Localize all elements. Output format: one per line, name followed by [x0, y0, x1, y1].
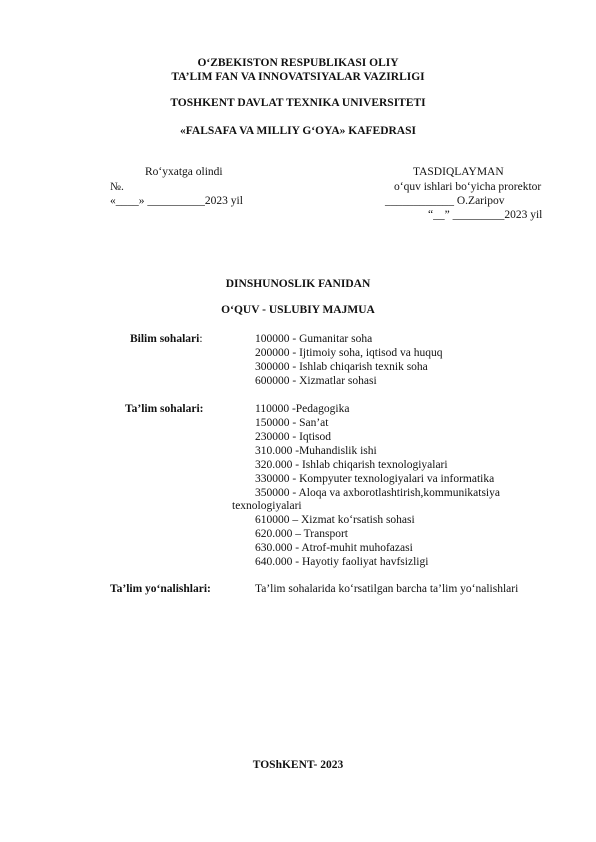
list-item: 100000 - Gumanitar soha: [255, 333, 373, 345]
approval-position: o‘quv ishlari bo‘yicha prorektor: [394, 181, 542, 193]
list-item: 640.000 - Hayotiy faoliyat havfsizligi: [255, 556, 429, 568]
document-subject: DINSHUNOSLIK FANIDAN: [225, 278, 371, 290]
list-item: 300000 - Ishlab chiqarish texnik soha: [255, 361, 428, 373]
registration-number: №.: [110, 181, 124, 193]
footer-city-year: TOShKENT- 2023: [252, 759, 344, 771]
list-item: 110000 -Pedagogika: [255, 403, 350, 415]
talim-label: Ta’lim sohalari:: [125, 403, 204, 415]
approval-signature: ____________ O.Zaripov: [385, 195, 505, 207]
list-item: 630.000 - Atrof-muhit muhofazasi: [255, 542, 413, 554]
registration-date: «____» __________2023 yil: [110, 195, 243, 207]
list-item: 330000 - Kompyuter texnologiyalari va informatika: [255, 473, 495, 485]
list-item: 310.000 -Muhandislik ishi: [255, 445, 377, 457]
list-item: 150000 - San’at: [255, 417, 329, 429]
approval-date: “__” _________2023 yil: [428, 209, 543, 221]
list-item: 320.000 - Ishlab chiqarish texnologiyalari: [255, 459, 448, 471]
list-item: 350000 - Aloqa va axborotlashtirish,kommunikatsiya: [255, 487, 500, 499]
bilim-label: [130, 332, 203, 346]
ministry-line-2: TA’LIM FAN VA INNOVATSIYALAR VAZIRLIGI: [171, 71, 425, 83]
list-item-wrap: texnologiyalari: [232, 500, 302, 512]
yonalish-value: Ta’lim sohalarida ko‘rsatilgan barcha ta’lim yo‘nalishlari: [255, 583, 519, 595]
bilim-label-colon: :: [199, 333, 203, 345]
list-item: 610000 – Xizmat ko‘rsatish sohasi: [255, 514, 415, 526]
ministry-line-1: O‘ZBEKISTON RESPUBLIKASI OLIY: [197, 57, 399, 69]
list-item: 200000 - Ijtimoiy soha, iqtisod va huquq: [255, 347, 443, 359]
list-item: 620.000 – Transport: [255, 528, 348, 540]
yonalish-label: Ta’lim yo‘nalishlari:: [110, 583, 211, 595]
approval-title: TASDIQLAYMAN: [413, 166, 504, 178]
bilim-label-text: Bilim sohalari: [130, 333, 200, 345]
registration-received: Ro‘yxatga olindi: [145, 166, 223, 178]
department-name: «FALSAFA VA MILLIY G‘OYA» KAFEDRASI: [179, 125, 416, 137]
document-type: O‘QUV - USLUBIY MAJMUA: [221, 304, 375, 316]
list-item: 600000 - Xizmatlar sohasi: [255, 375, 377, 387]
university-name: TOSHKENT DAVLAT TEXNIKA UNIVERSITETI: [170, 97, 426, 109]
list-item: 230000 - Iqtisod: [255, 431, 332, 443]
